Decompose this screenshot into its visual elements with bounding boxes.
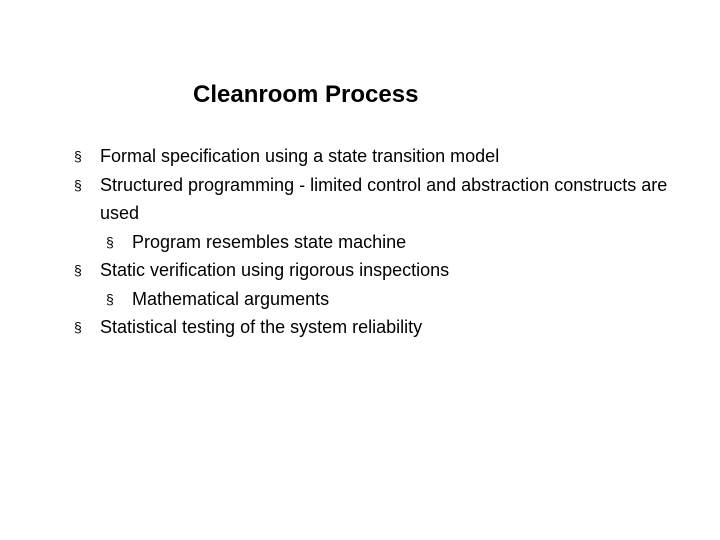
sub-bullet-text: Program resembles state machine (132, 231, 407, 252)
bullet-marker-icon: § (74, 319, 82, 335)
bullet-item (74, 256, 674, 285)
bullet-marker-icon: § (74, 262, 82, 278)
bullet-marker-icon: § (74, 176, 82, 193)
bullet-text: Static verification using rigorous inspections (100, 260, 450, 280)
bullet-text: Structured programming - limited control and abstraction constructs are used (100, 174, 668, 223)
bullet-text: Formal specification using a state transition model (100, 146, 500, 166)
bullet-list (74, 142, 674, 342)
sub-bullet-text: Mathematical arguments (132, 288, 330, 309)
bullet-marker-icon: § (74, 148, 82, 164)
bullet-item (74, 171, 674, 228)
sub-bullet-item (74, 285, 674, 314)
bullet-item (74, 142, 674, 171)
bullet-item (74, 313, 674, 342)
bullet-marker-icon: § (106, 233, 114, 250)
bullet-marker-icon: § (106, 290, 114, 307)
sub-bullet-item (74, 228, 674, 257)
slide-title: Cleanroom Process (193, 81, 419, 108)
bullet-text: Statistical testing of the system reliability (100, 317, 423, 337)
